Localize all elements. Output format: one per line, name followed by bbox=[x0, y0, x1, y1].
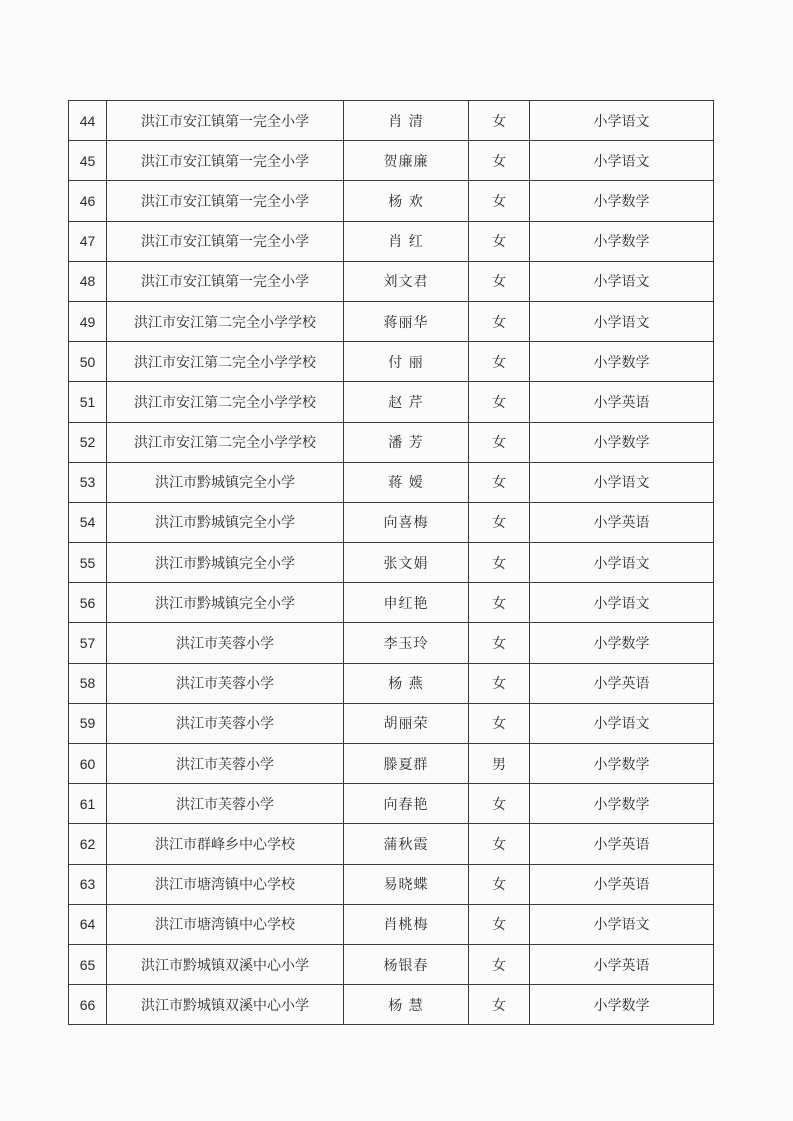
table-row bbox=[69, 703, 714, 743]
teacher-name-cell: 申红艳 bbox=[344, 583, 469, 623]
subject-cell: 小学数学 bbox=[530, 181, 714, 221]
table-row bbox=[69, 864, 714, 904]
roster-table bbox=[68, 100, 714, 1025]
table-row bbox=[69, 502, 714, 542]
gender-cell: 男 bbox=[469, 744, 530, 784]
subject-cell: 小学语文 bbox=[530, 261, 714, 301]
subject-cell: 小学语文 bbox=[530, 462, 714, 502]
school-name-cell: 洪江市芙蓉小学 bbox=[107, 663, 344, 703]
gender-cell: 女 bbox=[469, 663, 530, 703]
table-row bbox=[69, 422, 714, 462]
gender-cell: 女 bbox=[469, 543, 530, 583]
gender-cell: 女 bbox=[469, 784, 530, 824]
school-name-cell: 洪江市安江第二完全小学学校 bbox=[107, 301, 344, 341]
school-name-cell: 洪江市安江第二完全小学学校 bbox=[107, 422, 344, 462]
gender-cell: 女 bbox=[469, 502, 530, 542]
table-row bbox=[69, 141, 714, 181]
subject-cell: 小学英语 bbox=[530, 824, 714, 864]
gender-cell: 女 bbox=[469, 141, 530, 181]
subject-cell: 小学英语 bbox=[530, 502, 714, 542]
subject-cell: 小学语文 bbox=[530, 101, 714, 141]
gender-cell: 女 bbox=[469, 944, 530, 984]
subject-cell: 小学英语 bbox=[530, 663, 714, 703]
table-row bbox=[69, 543, 714, 583]
row-number-cell: 63 bbox=[69, 864, 107, 904]
gender-cell: 女 bbox=[469, 703, 530, 743]
subject-cell: 小学语文 bbox=[530, 583, 714, 623]
teacher-name-cell: 杨银春 bbox=[344, 944, 469, 984]
row-number-cell: 55 bbox=[69, 543, 107, 583]
table-row bbox=[69, 261, 714, 301]
row-number-cell: 49 bbox=[69, 301, 107, 341]
subject-cell: 小学英语 bbox=[530, 944, 714, 984]
teacher-name-cell: 杨 燕 bbox=[344, 663, 469, 703]
table-row bbox=[69, 623, 714, 663]
teacher-name-cell: 杨 慧 bbox=[344, 985, 469, 1025]
teacher-name-cell: 胡丽荣 bbox=[344, 703, 469, 743]
row-number-cell: 59 bbox=[69, 703, 107, 743]
school-name-cell: 洪江市群峰乡中心学校 bbox=[107, 824, 344, 864]
school-name-cell: 洪江市安江第二完全小学学校 bbox=[107, 382, 344, 422]
row-number-cell: 51 bbox=[69, 382, 107, 422]
gender-cell: 女 bbox=[469, 583, 530, 623]
table-row bbox=[69, 221, 714, 261]
gender-cell: 女 bbox=[469, 382, 530, 422]
row-number-cell: 66 bbox=[69, 985, 107, 1025]
school-name-cell: 洪江市黔城镇完全小学 bbox=[107, 502, 344, 542]
teacher-name-cell: 潘 芳 bbox=[344, 422, 469, 462]
row-number-cell: 48 bbox=[69, 261, 107, 301]
school-name-cell: 洪江市黔城镇完全小学 bbox=[107, 462, 344, 502]
subject-cell: 小学语文 bbox=[530, 904, 714, 944]
school-name-cell: 洪江市塘湾镇中心学校 bbox=[107, 904, 344, 944]
school-name-cell: 洪江市安江镇第一完全小学 bbox=[107, 141, 344, 181]
teacher-name-cell: 肖 清 bbox=[344, 101, 469, 141]
gender-cell: 女 bbox=[469, 824, 530, 864]
table-row bbox=[69, 784, 714, 824]
row-number-cell: 60 bbox=[69, 744, 107, 784]
subject-cell: 小学语文 bbox=[530, 301, 714, 341]
subject-cell: 小学数学 bbox=[530, 221, 714, 261]
gender-cell: 女 bbox=[469, 221, 530, 261]
school-name-cell: 洪江市黔城镇双溪中心小学 bbox=[107, 985, 344, 1025]
table-row bbox=[69, 382, 714, 422]
gender-cell: 女 bbox=[469, 422, 530, 462]
table-row bbox=[69, 342, 714, 382]
row-number-cell: 53 bbox=[69, 462, 107, 502]
subject-cell: 小学数学 bbox=[530, 422, 714, 462]
gender-cell: 女 bbox=[469, 342, 530, 382]
subject-cell: 小学数学 bbox=[530, 784, 714, 824]
table-row bbox=[69, 583, 714, 623]
gender-cell: 女 bbox=[469, 181, 530, 221]
row-number-cell: 47 bbox=[69, 221, 107, 261]
row-number-cell: 52 bbox=[69, 422, 107, 462]
teacher-name-cell: 蒋丽华 bbox=[344, 301, 469, 341]
table-row bbox=[69, 301, 714, 341]
subject-cell: 小学数学 bbox=[530, 623, 714, 663]
teacher-name-cell: 蒋 嫒 bbox=[344, 462, 469, 502]
table-row bbox=[69, 944, 714, 984]
school-name-cell: 洪江市塘湾镇中心学校 bbox=[107, 864, 344, 904]
teacher-name-cell: 贺廉廉 bbox=[344, 141, 469, 181]
gender-cell: 女 bbox=[469, 101, 530, 141]
school-name-cell: 洪江市黔城镇完全小学 bbox=[107, 543, 344, 583]
subject-cell: 小学英语 bbox=[530, 864, 714, 904]
row-number-cell: 50 bbox=[69, 342, 107, 382]
teacher-name-cell: 肖 红 bbox=[344, 221, 469, 261]
school-name-cell: 洪江市安江镇第一完全小学 bbox=[107, 181, 344, 221]
teacher-name-cell: 蒲秋霞 bbox=[344, 824, 469, 864]
gender-cell: 女 bbox=[469, 985, 530, 1025]
table-row bbox=[69, 824, 714, 864]
row-number-cell: 58 bbox=[69, 663, 107, 703]
teacher-name-cell: 向春艳 bbox=[344, 784, 469, 824]
table-row bbox=[69, 181, 714, 221]
subject-cell: 小学数学 bbox=[530, 985, 714, 1025]
subject-cell: 小学语文 bbox=[530, 703, 714, 743]
row-number-cell: 61 bbox=[69, 784, 107, 824]
school-name-cell: 洪江市芙蓉小学 bbox=[107, 623, 344, 663]
row-number-cell: 44 bbox=[69, 101, 107, 141]
subject-cell: 小学数学 bbox=[530, 342, 714, 382]
school-name-cell: 洪江市芙蓉小学 bbox=[107, 703, 344, 743]
table-row bbox=[69, 744, 714, 784]
roster-table-body bbox=[69, 101, 714, 1025]
gender-cell: 女 bbox=[469, 904, 530, 944]
teacher-name-cell: 刘文君 bbox=[344, 261, 469, 301]
row-number-cell: 57 bbox=[69, 623, 107, 663]
teacher-name-cell: 张文娟 bbox=[344, 543, 469, 583]
subject-cell: 小学语文 bbox=[530, 141, 714, 181]
row-number-cell: 45 bbox=[69, 141, 107, 181]
teacher-name-cell: 滕夏群 bbox=[344, 744, 469, 784]
school-name-cell: 洪江市安江镇第一完全小学 bbox=[107, 221, 344, 261]
table-row bbox=[69, 101, 714, 141]
teacher-name-cell: 向喜梅 bbox=[344, 502, 469, 542]
table-row bbox=[69, 663, 714, 703]
subject-cell: 小学英语 bbox=[530, 382, 714, 422]
teacher-name-cell: 易晓蝶 bbox=[344, 864, 469, 904]
school-name-cell: 洪江市黔城镇完全小学 bbox=[107, 583, 344, 623]
teacher-name-cell: 付 丽 bbox=[344, 342, 469, 382]
gender-cell: 女 bbox=[469, 261, 530, 301]
row-number-cell: 64 bbox=[69, 904, 107, 944]
subject-cell: 小学数学 bbox=[530, 744, 714, 784]
table-row bbox=[69, 462, 714, 502]
teacher-name-cell: 李玉玲 bbox=[344, 623, 469, 663]
school-name-cell: 洪江市安江第二完全小学学校 bbox=[107, 342, 344, 382]
school-name-cell: 洪江市芙蓉小学 bbox=[107, 744, 344, 784]
gender-cell: 女 bbox=[469, 623, 530, 663]
table-row bbox=[69, 904, 714, 944]
gender-cell: 女 bbox=[469, 864, 530, 904]
school-name-cell: 洪江市芙蓉小学 bbox=[107, 784, 344, 824]
subject-cell: 小学语文 bbox=[530, 543, 714, 583]
school-name-cell: 洪江市安江镇第一完全小学 bbox=[107, 261, 344, 301]
row-number-cell: 54 bbox=[69, 502, 107, 542]
school-name-cell: 洪江市安江镇第一完全小学 bbox=[107, 101, 344, 141]
row-number-cell: 56 bbox=[69, 583, 107, 623]
row-number-cell: 65 bbox=[69, 944, 107, 984]
row-number-cell: 46 bbox=[69, 181, 107, 221]
row-number-cell: 62 bbox=[69, 824, 107, 864]
teacher-name-cell: 肖桃梅 bbox=[344, 904, 469, 944]
school-name-cell: 洪江市黔城镇双溪中心小学 bbox=[107, 944, 344, 984]
table-row bbox=[69, 985, 714, 1025]
teacher-name-cell: 赵 芹 bbox=[344, 382, 469, 422]
gender-cell: 女 bbox=[469, 301, 530, 341]
gender-cell: 女 bbox=[469, 462, 530, 502]
teacher-name-cell: 杨 欢 bbox=[344, 181, 469, 221]
